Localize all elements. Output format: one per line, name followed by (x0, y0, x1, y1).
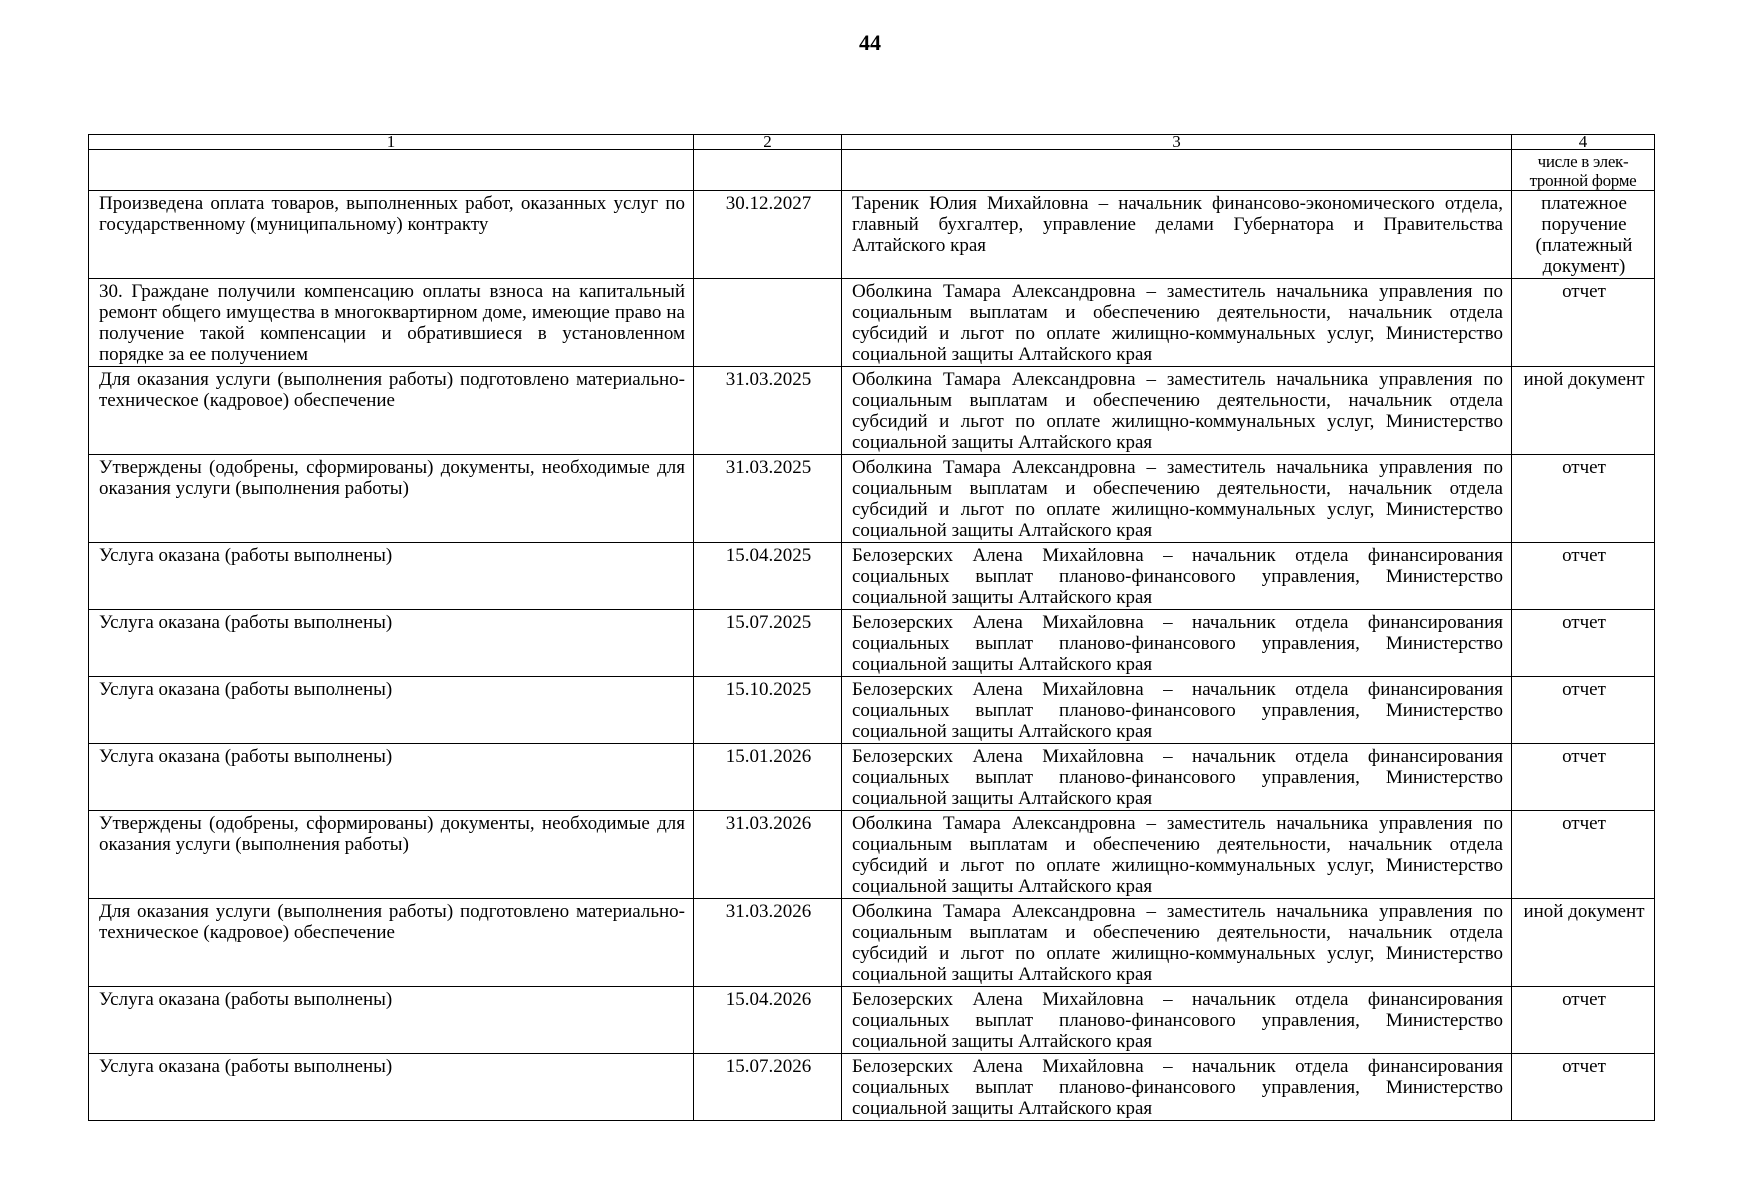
stage-cell: Услуга оказана (работы выполнены) (89, 677, 694, 744)
stage-cell: Услуга оказана (работы выполнены) (89, 744, 694, 811)
table-row (89, 744, 1655, 811)
document-type-cell: отчет (1512, 987, 1655, 1054)
column-number-2: 2 (694, 135, 842, 150)
table-row (89, 1054, 1655, 1121)
responsible-cell: Оболкина Тамара Александровна – заместитель начальника управления по социальным выплатам и обеспечению деятельности, начальник отдела субсидий и льгот по оплате жилищно-коммунальных услуг, Министерство социальной защиты Алтайского края (842, 367, 1512, 455)
continuation-stage-cell (89, 150, 694, 191)
column-number-3: 3 (842, 135, 1512, 150)
document-type-cell: иной документ (1512, 899, 1655, 987)
responsible-cell: Белозерских Алена Михайловна – начальник отдела финансирования социальных выплат планово-финансового управления, Министерство социальной защиты Алтайского края (842, 543, 1512, 610)
deadline-cell: 31.03.2025 (694, 367, 842, 455)
continuation-responsible-cell (842, 150, 1512, 191)
document-type-cell: иной документ (1512, 367, 1655, 455)
table-row (89, 811, 1655, 899)
responsible-cell: Оболкина Тамара Александровна – заместитель начальника управления по социальным выплатам и обеспечению деятельности, начальник отдела субсидий и льгот по оплате жилищно-коммунальных услуг, Министерство социальной защиты Алтайского края (842, 899, 1512, 987)
responsible-cell: Белозерских Алена Михайловна – начальник отдела финансирования социальных выплат планово-финансового управления, Министерство социальной защиты Алтайского края (842, 987, 1512, 1054)
continuation-date-cell (694, 150, 842, 191)
table-row (89, 279, 1655, 367)
stage-cell: Произведена оплата товаров, выполненных работ, оказанных услуг по государственному (муниципальному) контракту (89, 191, 694, 279)
document-type-cell: отчет (1512, 677, 1655, 744)
responsible-cell: Белозерских Алена Михайловна – начальник отдела финансирования социальных выплат планово-финансового управления, Министерство социальной защиты Алтайского края (842, 744, 1512, 811)
deadline-cell: 15.10.2025 (694, 677, 842, 744)
table-row (89, 191, 1655, 279)
table-row (89, 899, 1655, 987)
document-type-cell: отчет (1512, 279, 1655, 367)
table-row (89, 677, 1655, 744)
stage-cell: Для оказания услуги (выполнения работы) подготовлено материально-техническое (кадровое) обеспечение (89, 899, 694, 987)
stage-cell: Услуга оказана (работы выполнены) (89, 1054, 694, 1121)
deadline-cell: 15.01.2026 (694, 744, 842, 811)
responsible-cell: Белозерских Алена Михайловна – начальник отдела финансирования социальных выплат планово-финансового управления, Министерство социальной защиты Алтайского края (842, 1054, 1512, 1121)
table-row (89, 610, 1655, 677)
document-type-cell: отчет (1512, 543, 1655, 610)
deadline-cell: 15.07.2025 (694, 610, 842, 677)
stage-cell: 30. Граждане получили компенсацию оплаты взноса на капитальный ремонт общего имущества в многоквартирном доме, имеющие право на получение такой компенсации и обратившиеся в установленном порядке за ее получением (89, 279, 694, 367)
document-type-cell: отчет (1512, 811, 1655, 899)
continuation-row (89, 150, 1655, 191)
column-numbers-row (89, 135, 1655, 150)
document-type-cell: отчет (1512, 610, 1655, 677)
document-type-cell: отчет (1512, 1054, 1655, 1121)
document-type-cell: платежное поручение (платежный документ) (1512, 191, 1655, 279)
responsible-cell: Оболкина Тамара Александровна – заместитель начальника управления по социальным выплатам и обеспечению деятельности, начальник отдела субсидий и льгот по оплате жилищно-коммунальных услуг, Министерство социальной защиты Алтайского края (842, 279, 1512, 367)
responsible-cell: Оболкина Тамара Александровна – заместитель начальника управления по социальным выплатам и обеспечению деятельности, начальник отдела субсидий и льгот по оплате жилищно-коммунальных услуг, Министерство социальной защиты Алтайского края (842, 811, 1512, 899)
continuation-doc-cell (1512, 150, 1655, 191)
deadline-cell: 15.07.2026 (694, 1054, 842, 1121)
document-type-cell: отчет (1512, 455, 1655, 543)
deadline-cell: 31.03.2026 (694, 811, 842, 899)
table-row (89, 455, 1655, 543)
stage-cell: Для оказания услуги (выполнения работы) подготовлено материально-техническое (кадровое) обеспечение (89, 367, 694, 455)
plan-table (88, 134, 1655, 1121)
stage-cell: Услуга оказана (работы выполнены) (89, 543, 694, 610)
column-number-4: 4 (1512, 135, 1655, 150)
deadline-cell: 31.03.2026 (694, 899, 842, 987)
table-row (89, 543, 1655, 610)
continuation-doc-text: числе в элек-тронной форме (1529, 152, 1637, 190)
deadline-cell: 15.04.2026 (694, 987, 842, 1054)
table-row (89, 367, 1655, 455)
column-number-1: 1 (89, 135, 694, 150)
page-number: 44 (859, 30, 881, 55)
deadline-cell: 31.03.2025 (694, 455, 842, 543)
stage-cell: Услуга оказана (работы выполнены) (89, 987, 694, 1054)
responsible-cell: Белозерских Алена Михайловна – начальник отдела финансирования социальных выплат планово-финансового управления, Министерство социальной защиты Алтайского края (842, 610, 1512, 677)
deadline-cell: 30.12.2027 (694, 191, 842, 279)
responsible-cell: Тареник Юлия Михайловна – начальник финансово-экономического отдела, главный бухгалтер, управление делами Губернатора и Правительства Алтайского края (842, 191, 1512, 279)
deadline-cell: 15.04.2025 (694, 543, 842, 610)
document-type-cell: отчет (1512, 744, 1655, 811)
table-row (89, 987, 1655, 1054)
stage-cell: Утверждены (одобрены, сформированы) документы, необходимые для оказания услуги (выполнения работы) (89, 811, 694, 899)
stage-cell: Услуга оказана (работы выполнены) (89, 610, 694, 677)
stage-cell: Утверждены (одобрены, сформированы) документы, необходимые для оказания услуги (выполнения работы) (89, 455, 694, 543)
responsible-cell: Белозерских Алена Михайловна – начальник отдела финансирования социальных выплат планово-финансового управления, Министерство социальной защиты Алтайского края (842, 677, 1512, 744)
responsible-cell: Оболкина Тамара Александровна – заместитель начальника управления по социальным выплатам и обеспечению деятельности, начальник отдела субсидий и льгот по оплате жилищно-коммунальных услуг, Министерство социальной защиты Алтайского края (842, 455, 1512, 543)
deadline-cell (694, 279, 842, 367)
